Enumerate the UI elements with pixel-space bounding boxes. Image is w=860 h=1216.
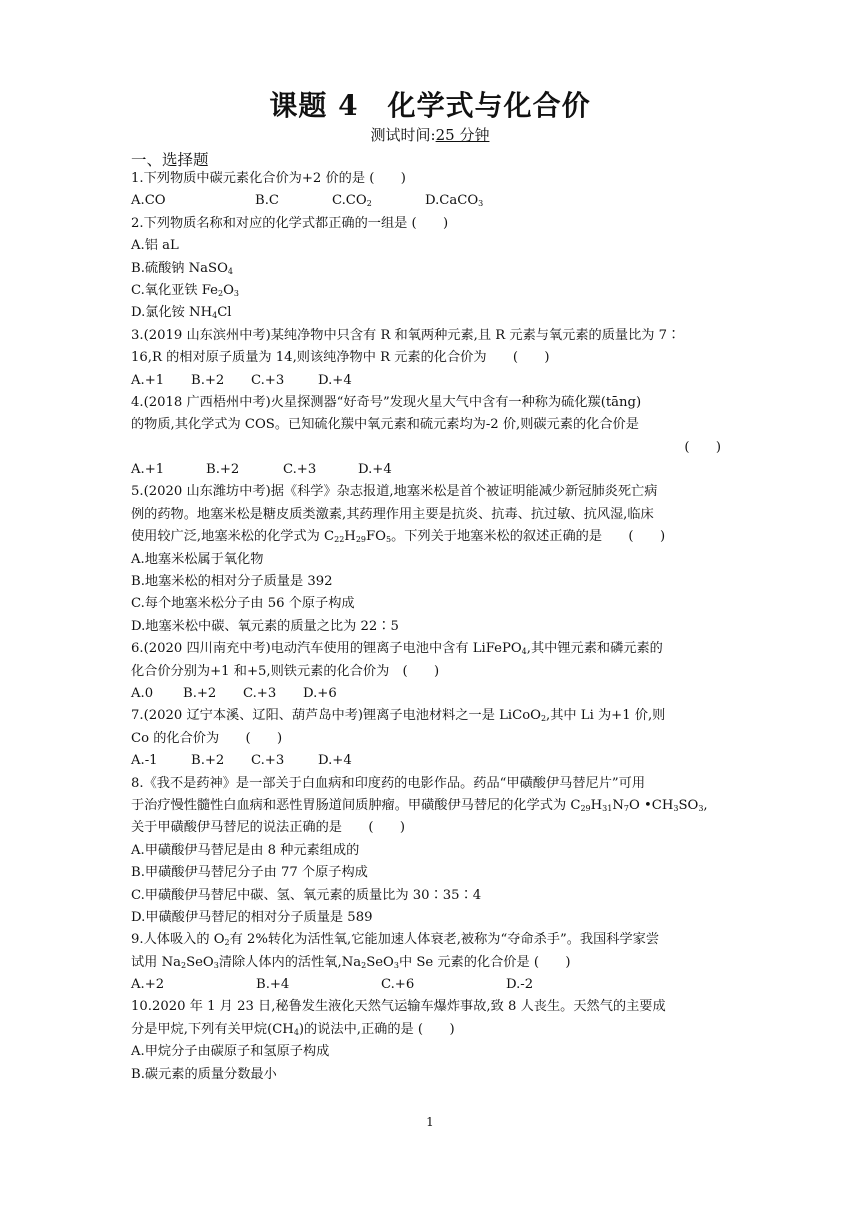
q10-option-b: B.碳元素的质量分数最小 bbox=[131, 1066, 277, 1082]
q5-option-c: C.每个地塞米松分子由 56 个原子构成 bbox=[131, 596, 355, 612]
q3-option-c: C.+3 bbox=[251, 372, 285, 388]
q8-option-d: D.甲磺酸伊马替尼的相对分子质量是 589 bbox=[131, 909, 373, 925]
q9-stem-line1: 9.人体吸入的 $O_2$有 2%转化为活性氧,它能加速人体衰老,被称为“夺命杀手”。我国科学家尝 bbox=[131, 932, 660, 948]
q2-option-c: C.氧化亚铁 $Fe_2O_3$ bbox=[131, 282, 239, 298]
q7-options bbox=[131, 750, 731, 772]
q10-stem-line1: 10.2020 年 1 月 23 日,秘鲁发生液化天然气运输车爆炸事故,致 8 人丧生。天然气的主要成 bbox=[131, 999, 666, 1015]
q10-stem-line2: 分是甲烷,下列有关甲烷$(CH_4)$的说法中,正确的是 ( ) bbox=[131, 1021, 455, 1037]
section-heading: 一、选择题 bbox=[131, 151, 209, 169]
q4-options bbox=[131, 459, 731, 481]
q6-option-c: C.+3 bbox=[243, 685, 277, 701]
q2-option-a: A.铝 aL bbox=[131, 238, 179, 254]
q4-option-d: D.+4 bbox=[358, 462, 392, 478]
q1-option-c: $C.CO_2$ bbox=[332, 193, 372, 209]
q6-options bbox=[131, 683, 731, 705]
q1-option-b: B.C bbox=[255, 193, 279, 209]
q5-stem-line2: 例的药物。地塞米松是糖皮质类激素,其药理作用主要是抗炎、抗毒、抗过敏、抗风湿,临床 bbox=[131, 506, 654, 522]
q5-option-d: D.地塞米松中碳、氧元素的质量之比为 22∶5 bbox=[131, 618, 399, 634]
q6-stem-line2: 化合价分别为+1 和+5,则铁元素的化合价为 ( ) bbox=[131, 663, 440, 679]
q8-option-c: C.甲磺酸伊马替尼中碳、氢、氧元素的质量比为 30∶35∶4 bbox=[131, 887, 482, 903]
q1-stem: 1.下列物质中碳元素化合价为+2 价的是 ( ) bbox=[131, 171, 406, 186]
q3-option-b: B.+2 bbox=[191, 372, 225, 388]
q5-option-b: B.地塞米松的相对分子质量是 392 bbox=[131, 574, 333, 590]
q3-option-a: A.+1 bbox=[131, 372, 165, 388]
q4-stem-line1: 4.(2018 广西梧州中考)火星探测器“好奇号”发现火星大气中含有一种称为硫化羰(tāng) bbox=[131, 394, 642, 410]
q1-option-d: D.CaCO$_3$ bbox=[425, 193, 484, 209]
q4-option-c: C.+3 bbox=[283, 462, 317, 478]
q5-option-a: A.地塞米松属于氧化物 bbox=[131, 551, 264, 567]
question-list bbox=[131, 168, 731, 1086]
q2-option-b: B.硫酸钠 NaSO$_4$ bbox=[131, 260, 233, 276]
q6-option-d: D.+6 bbox=[303, 685, 337, 701]
q5-stem-line3: 使用较广泛,地塞米松的化学式为 $C_{22}H_{29}FO_5$。下列关于地塞米松的叙述正确的是 ( ) bbox=[131, 529, 666, 545]
q9-option-a: A.+2 bbox=[131, 977, 165, 993]
q2-option-d: D.氯化铵 $NH_4Cl$ bbox=[131, 305, 232, 321]
q7-stem-line1: 7.(2020 辽宁本溪、辽阳、葫芦岛中考)锂离子电池材料之一是 LiCoO$_2$,其中 Li 为+1 价,则 bbox=[131, 708, 666, 724]
q7-stem-line2: Co 的化合价为 ( ) bbox=[131, 730, 283, 746]
q8-stem-line1: 8.《我不是药神》是一部关于白血病和印度药的电影作品。药品“甲磺酸伊马替尼片”可用 bbox=[131, 775, 645, 791]
q8-option-b: B.甲磺酸伊马替尼分子由 77 个原子构成 bbox=[131, 865, 368, 881]
q7-option-a: A.-1 bbox=[131, 753, 158, 769]
test-time-label: 测试时间: bbox=[370, 126, 436, 144]
q9-option-c: C.+6 bbox=[381, 977, 415, 993]
q8-option-a: A.甲磺酸伊马替尼是由 8 种元素组成的 bbox=[131, 842, 360, 858]
test-time bbox=[0, 124, 860, 145]
q2-stem: 2.下列物质名称和对应的化学式都正确的一组是 ( ) bbox=[131, 215, 449, 231]
q1-options bbox=[131, 190, 731, 212]
q3-options bbox=[131, 370, 731, 392]
q1-option-a: A.CO bbox=[131, 193, 166, 209]
test-time-value: 25 分钟 bbox=[435, 126, 490, 144]
q5-stem-line1: 5.(2020 山东潍坊中考)据《科学》杂志报道,地塞米松是首个被证明能减少新冠肺炎死亡病 bbox=[131, 484, 658, 500]
q7-option-d: D.+4 bbox=[318, 753, 352, 769]
q7-option-c: C.+3 bbox=[251, 753, 285, 769]
q4-option-a: A.+1 bbox=[131, 462, 165, 478]
q3-option-d: D.+4 bbox=[318, 372, 352, 388]
q9-option-b: B.+4 bbox=[256, 977, 290, 993]
q9-options bbox=[131, 974, 731, 996]
q7-option-b: B.+2 bbox=[191, 753, 225, 769]
q3-stem-line1: 3.(2019 山东滨州中考)某纯净物中只含有 R 和氧两种元素,且 R 元素与氧元素的质量比为 7∶ bbox=[131, 327, 681, 343]
q3-stem-line2: 16,R 的相对原子质量为 14,则该纯净物中 R 元素的化合价为 ( ) bbox=[131, 350, 550, 366]
q4-stem-line2: 的物质,其化学式为 COS。已知硫化羰中氧元素和硫元素均为-2 价,则碳元素的化合价是 bbox=[131, 417, 639, 433]
q4-answer-paren: ( ) bbox=[684, 439, 721, 455]
q6-option-a: A.0 bbox=[131, 685, 154, 701]
q8-stem-line3: 关于甲磺酸伊马替尼的说法正确的是 ( ) bbox=[131, 820, 406, 836]
q6-option-b: B.+2 bbox=[183, 685, 217, 701]
q4-option-b: B.+2 bbox=[206, 462, 240, 478]
q9-option-d: D.-2 bbox=[506, 977, 534, 993]
page-number: 1 bbox=[426, 1115, 434, 1129]
q8-stem-line2: 于治疗慢性髓性白血病和恶性胃肠道间质肿瘤。甲磺酸伊马替尼的化学式为 $C_{29}H_{31}N_7O$ $•CH_3SO_3$, bbox=[131, 797, 708, 813]
q6-stem-line1: 6.(2020 四川南充中考)电动汽车使用的锂离子电池中含有 LiFePO$_4$,其中锂元素和磷元素的 bbox=[131, 641, 663, 657]
q9-stem-line2: 试用 $Na_2SeO_3$清除人体内的活性氧$,Na_2SeO_3$中 Se 元素的化合价是 ( ) bbox=[131, 954, 571, 970]
page-title: 课题 4 化学式与化合价 bbox=[269, 89, 591, 122]
q10-option-a: A.甲烷分子由碳原子和氢原子构成 bbox=[131, 1044, 330, 1060]
